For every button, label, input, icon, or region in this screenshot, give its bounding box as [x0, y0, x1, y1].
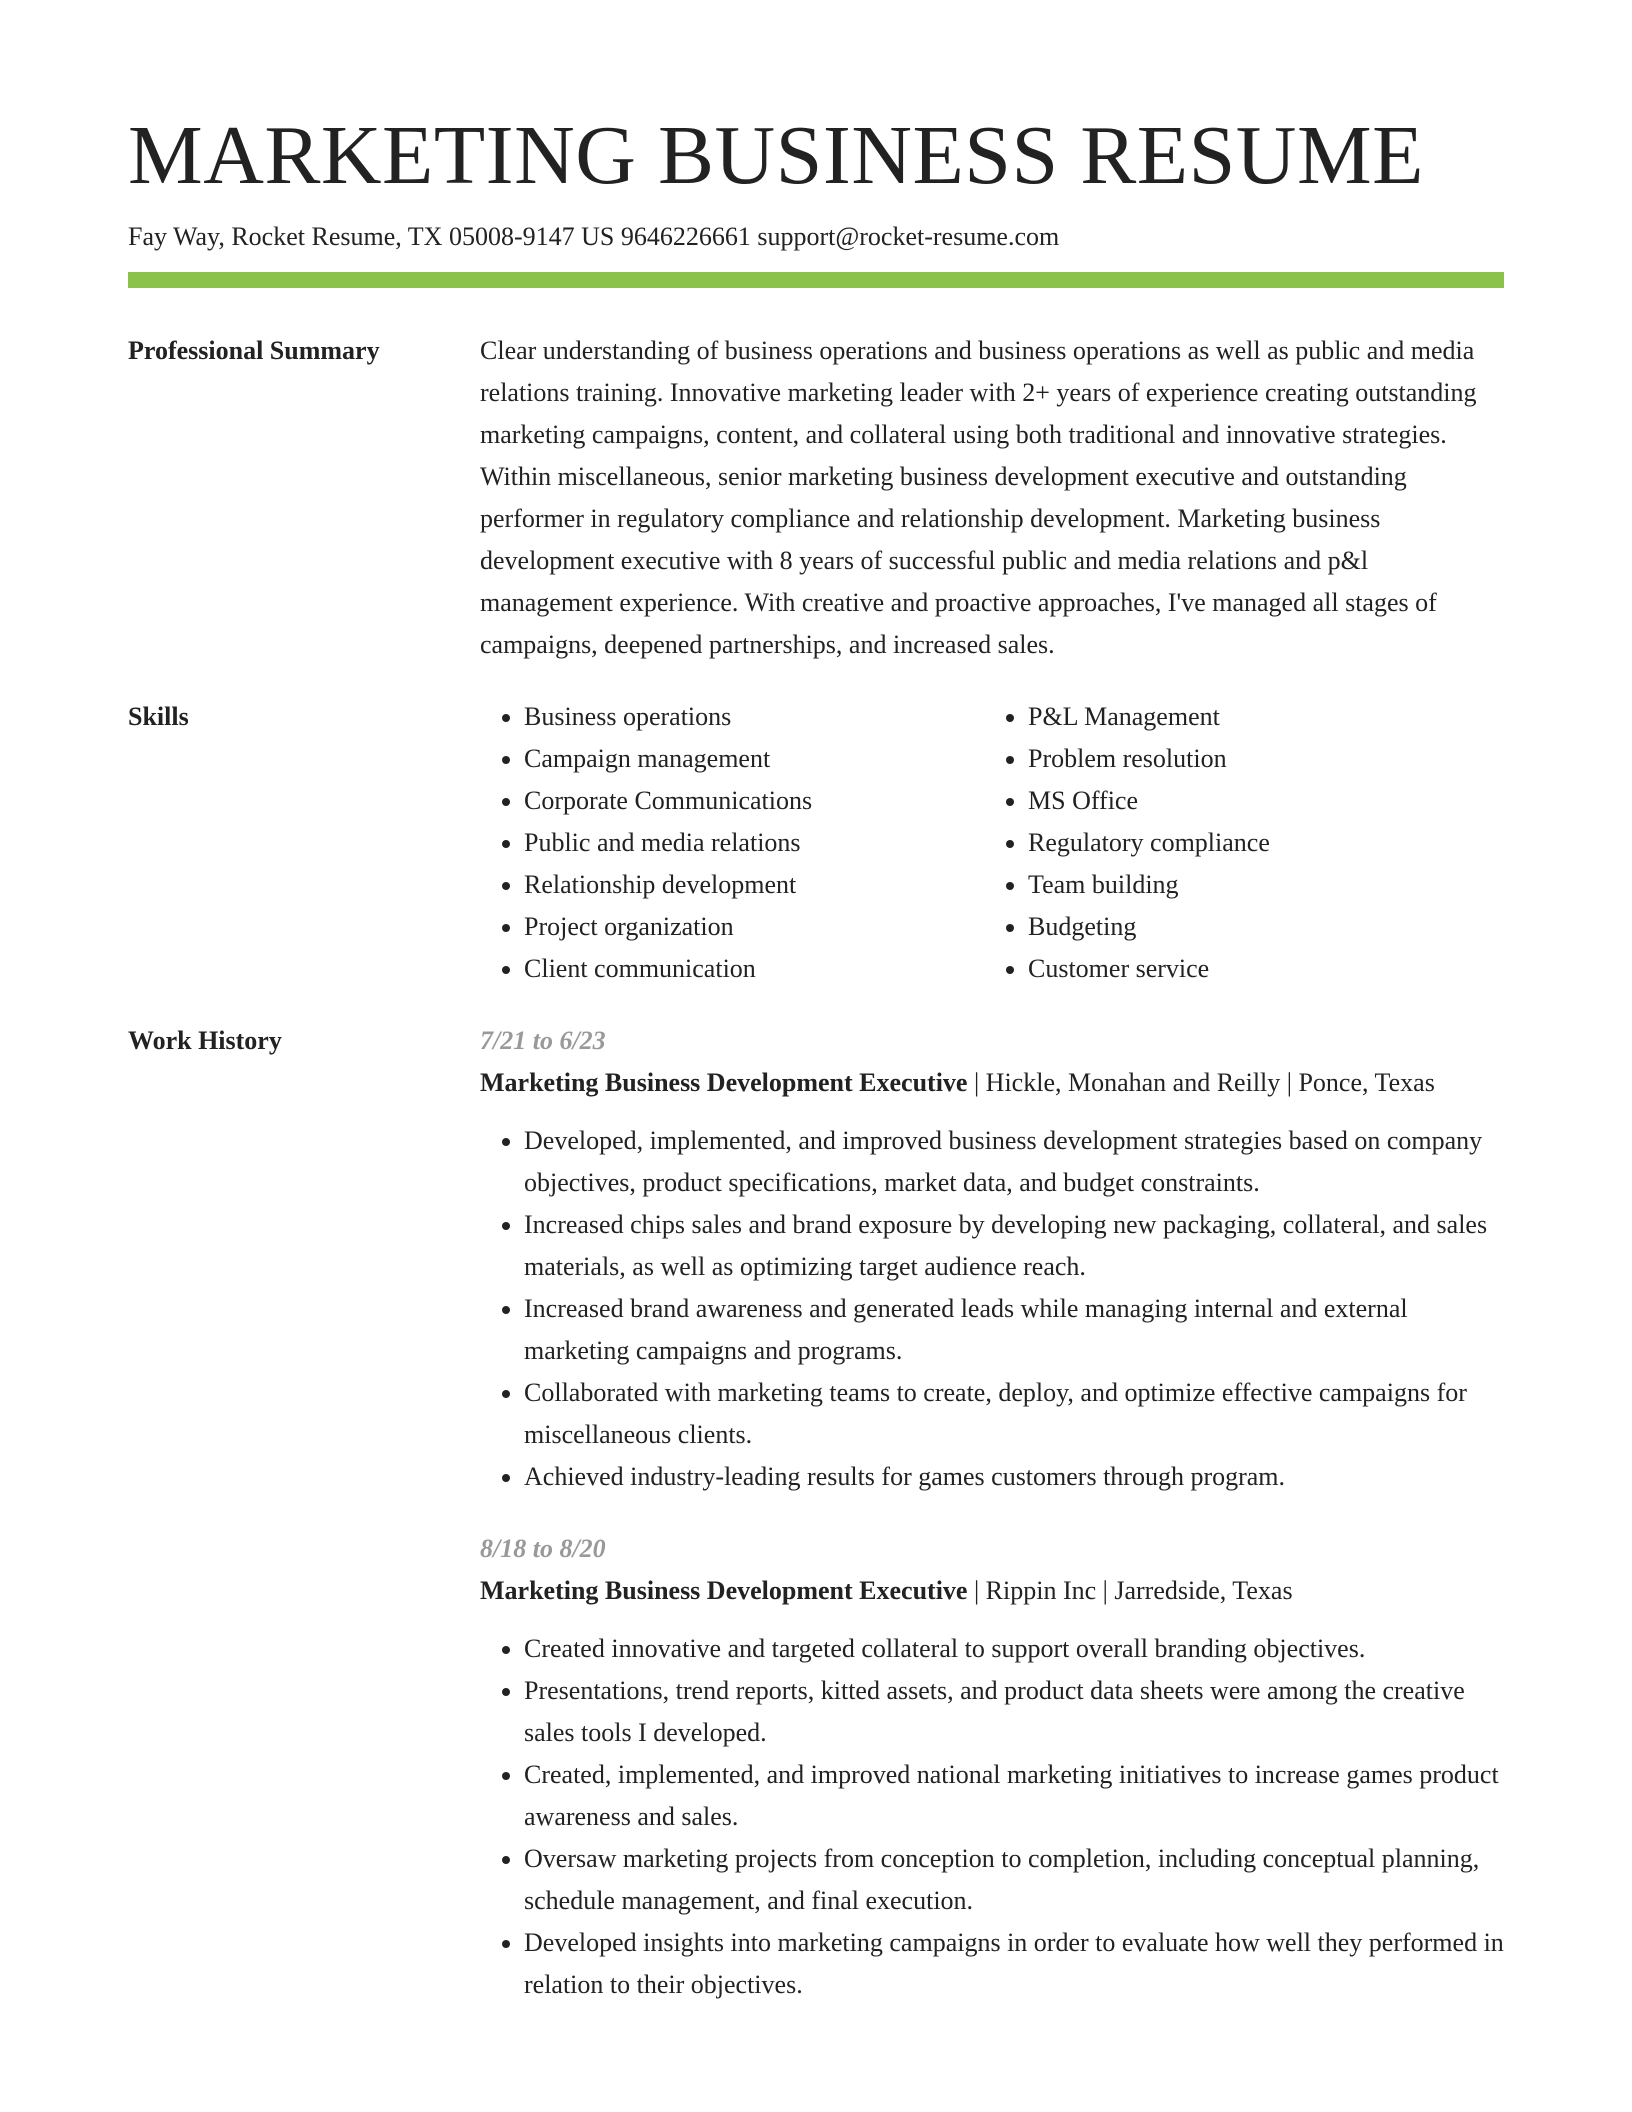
job-heading: [480, 1062, 1504, 1104]
job-bullet: • Created innovative and targeted collateral to support overall branding objectives.: [524, 1628, 1504, 1670]
work-history-label: Work History: [128, 1025, 282, 1055]
work-history-section: [128, 1020, 1504, 2036]
skills-list-left: [480, 696, 984, 990]
skill-item: • Client communication: [524, 948, 984, 990]
job-entry: [480, 1020, 1504, 1498]
accent-divider: [128, 272, 1504, 288]
skill-item: • Corporate Communications: [524, 780, 984, 822]
summary-text: Clear understanding of business operations and business operations as well as public and media relations training. Innovative marketing leader with 2+ years of experience creating outstanding marketing campaigns, content, and collateral using both traditional and innovative strategies. Within miscellaneous, senior marketing business development executive and outstanding performer in regulatory compliance and relationship development. Marketing business development executive with 8 years of successful public and media relations and p&l management experience. With creative and proactive approaches, I've managed all stages of campaigns, deepened partnerships, and increased sales.: [480, 335, 1477, 659]
skill-item: • MS Office: [1028, 780, 1488, 822]
job-bullet-list: [480, 1120, 1504, 1498]
job-dates: 7/21 to 6/23: [480, 1025, 606, 1055]
skill-item: • Team building: [1028, 864, 1488, 906]
skill-item: • P&L Management: [1028, 696, 1488, 738]
work-history-body: [480, 1020, 1504, 2036]
summary-label: Professional Summary: [128, 335, 380, 365]
skill-item: • Relationship development: [524, 864, 984, 906]
job-bullet: • Collaborated with marketing teams to create, deploy, and optimize effective campaigns for miscellaneous clients.: [524, 1372, 1504, 1456]
job-details: | Rippin Inc | Jarredside, Texas: [967, 1575, 1293, 1605]
skill-item: • Customer service: [1028, 948, 1488, 990]
job-bullet: • Developed insights into marketing campaigns in order to evaluate how well they performed in relation to their objectives.: [524, 1922, 1504, 2006]
skills-body: [480, 696, 1504, 990]
job-bullet: • Oversaw marketing projects from conception to completion, including conceptual planning, schedule management, and final execution.: [524, 1838, 1504, 1922]
skills-columns: [480, 696, 1504, 990]
job-dates: 8/18 to 8/20: [480, 1533, 606, 1563]
job-title: Marketing Business Development Executive: [480, 1575, 968, 1605]
skill-item: • Public and media relations: [524, 822, 984, 864]
skill-item: • Business operations: [524, 696, 984, 738]
job-heading: [480, 1570, 1504, 1612]
skill-item: • Problem resolution: [1028, 738, 1488, 780]
job-bullet: • Developed, implemented, and improved business development strategies based on company objectives, product specifications, market data, and budget constraints.: [524, 1120, 1504, 1204]
skill-item: • Project organization: [524, 906, 984, 948]
job-details: | Hickle, Monahan and Reilly | Ponce, Texas: [967, 1067, 1435, 1097]
job-bullet: • Increased brand awareness and generated leads while managing internal and external marketing campaigns and programs.: [524, 1288, 1504, 1372]
job-bullet-list: [480, 1628, 1504, 2006]
job-bullet: • Achieved industry-leading results for games customers through program.: [524, 1456, 1504, 1498]
skills-section: [128, 696, 1504, 990]
job-bullet: • Created, implemented, and improved national marketing initiatives to increase games product awareness and sales.: [524, 1754, 1504, 1838]
resume-title: MARKETING BUSINESS RESUME: [128, 109, 1424, 202]
skill-item: • Campaign management: [524, 738, 984, 780]
skill-item: • Regulatory compliance: [1028, 822, 1488, 864]
contact-line: Fay Way, Rocket Resume, TX 05008-9147 US 9646226661 support@rocket-resume.com: [128, 222, 1060, 252]
skills-label: Skills: [128, 701, 189, 731]
summary-section: [128, 330, 1504, 666]
job-entry: [480, 1528, 1504, 2006]
job-bullet: • Presentations, trend reports, kitted assets, and product data sheets were among the creative sales tools I developed.: [524, 1670, 1504, 1754]
job-title: Marketing Business Development Executive: [480, 1067, 968, 1097]
skills-list-right: [984, 696, 1488, 990]
job-bullet: • Increased chips sales and brand exposure by developing new packaging, collateral, and sales materials, as well as optimizing target audience reach.: [524, 1204, 1504, 1288]
summary-body: [480, 330, 1504, 666]
skill-item: • Budgeting: [1028, 906, 1488, 948]
